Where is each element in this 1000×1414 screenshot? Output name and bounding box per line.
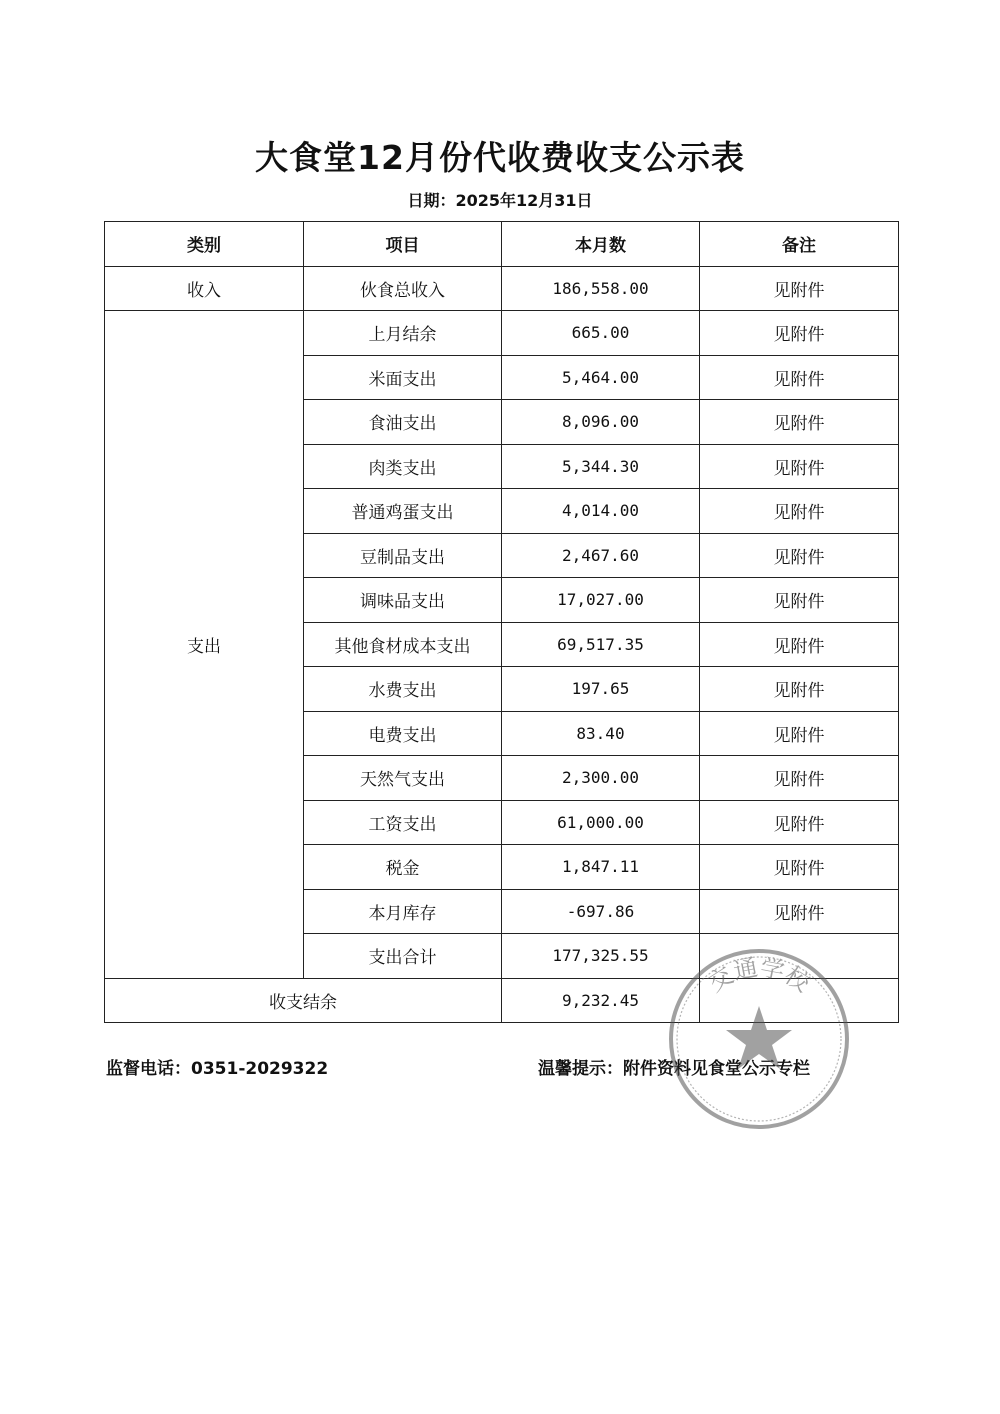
expense-item: 普通鸡蛋支出 [304, 489, 502, 534]
expense-item: 其他食材成本支出 [304, 622, 502, 667]
expense-total-label: 支出合计 [304, 934, 502, 979]
official-seal [664, 944, 854, 1134]
expense-note: 见附件 [700, 400, 899, 445]
expense-amount: -697.86 [502, 889, 700, 934]
expense-note: 见附件 [700, 667, 899, 712]
income-row [105, 266, 899, 311]
header-amount: 本月数 [502, 222, 700, 267]
seal-text: 交通学校 [702, 953, 816, 998]
expense-item: 工资支出 [304, 800, 502, 845]
expense-note: 见附件 [700, 311, 899, 356]
expense-amount: 83.40 [502, 711, 700, 756]
expense-amount: 17,027.00 [502, 578, 700, 623]
header-row [105, 222, 899, 267]
expense-note: 见附件 [700, 711, 899, 756]
expense-item: 本月库存 [304, 889, 502, 934]
expense-amount: 2,300.00 [502, 756, 700, 801]
balance-label: 收支结余 [105, 978, 502, 1023]
header-note: 备注 [700, 222, 899, 267]
expense-note: 见附件 [700, 889, 899, 934]
expense-item: 天然气支出 [304, 756, 502, 801]
expense-amount: 665.00 [502, 311, 700, 356]
income-note: 见附件 [700, 266, 899, 311]
expense-note: 见附件 [700, 489, 899, 534]
expense-item: 上月结余 [304, 311, 502, 356]
balance-amount: 9,232.45 [502, 978, 700, 1023]
expense-amount: 5,344.30 [502, 444, 700, 489]
expense-amount: 2,467.60 [502, 533, 700, 578]
income-item: 伙食总收入 [304, 266, 502, 311]
expense-note: 见附件 [700, 756, 899, 801]
income-amount: 186,558.00 [502, 266, 700, 311]
expense-amount: 197.65 [502, 667, 700, 712]
expense-note: 见附件 [700, 845, 899, 890]
expense-amount: 61,000.00 [502, 800, 700, 845]
notice-text: 温馨提示：附件资料见食堂公示专栏 [538, 1059, 810, 1079]
expense-item: 肉类支出 [304, 444, 502, 489]
expense-item: 税金 [304, 845, 502, 890]
header-category: 类别 [105, 222, 304, 267]
expense-note: 见附件 [700, 533, 899, 578]
expense-amount: 5,464.00 [502, 355, 700, 400]
expense-item: 水费支出 [304, 667, 502, 712]
expense-item: 豆制品支出 [304, 533, 502, 578]
expense-amount: 4,014.00 [502, 489, 700, 534]
expense-amount: 8,096.00 [502, 400, 700, 445]
expense-item: 米面支出 [304, 355, 502, 400]
header-item: 项目 [304, 222, 502, 267]
expense-note: 见附件 [700, 622, 899, 667]
ledger-table [104, 221, 899, 1023]
income-category: 收入 [105, 266, 304, 311]
expense-note: 见附件 [700, 578, 899, 623]
expense-category: 支出 [105, 311, 304, 979]
expense-note: 见附件 [700, 800, 899, 845]
expense-row [105, 311, 899, 356]
date-label: 日期：2025年12月31日 [407, 191, 593, 210]
page-title: 大食堂12月份代收费收支公示表 [255, 138, 745, 177]
expense-total-amount: 177,325.55 [502, 934, 700, 979]
expense-item: 调味品支出 [304, 578, 502, 623]
expense-item: 电费支出 [304, 711, 502, 756]
supervision-phone: 监督电话：0351-2029322 [106, 1059, 329, 1079]
expense-note: 见附件 [700, 444, 899, 489]
expense-note: 见附件 [700, 355, 899, 400]
seal-star-icon [726, 1006, 792, 1069]
expense-item: 食油支出 [304, 400, 502, 445]
expense-amount: 1,847.11 [502, 845, 700, 890]
expense-amount: 69,517.35 [502, 622, 700, 667]
